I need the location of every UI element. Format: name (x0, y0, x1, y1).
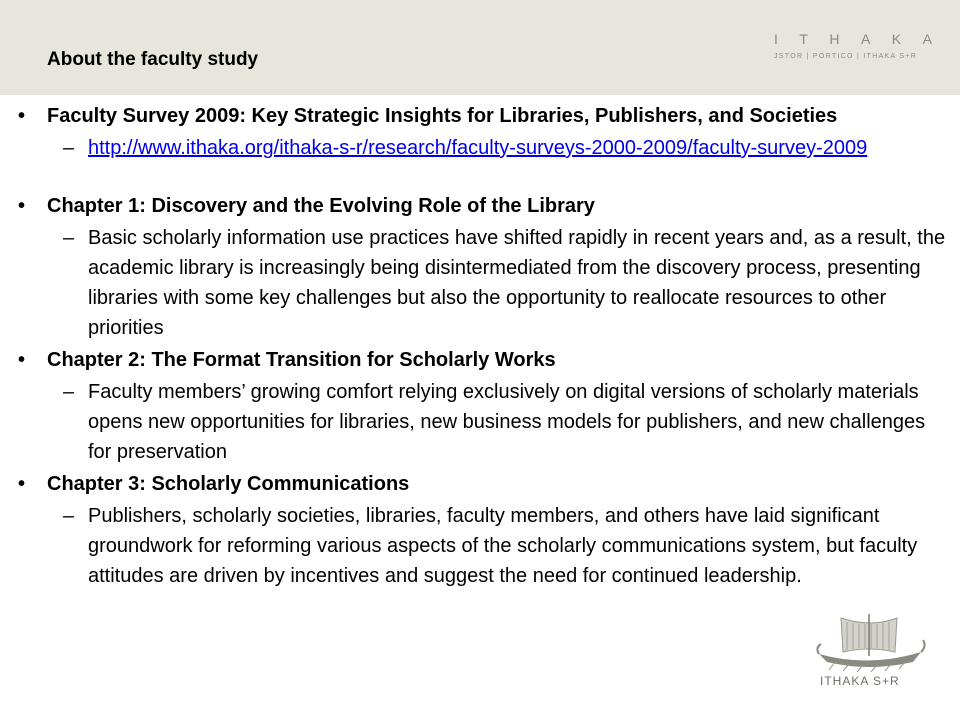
sub-item (0, 133, 960, 163)
dash-icon: – (63, 137, 75, 159)
bullet-icon: • (18, 349, 26, 371)
item-heading: Chapter 1: Discovery and the Evolving Role of the Library (47, 195, 595, 217)
list-item (0, 469, 960, 591)
ithaka-logo (774, 31, 932, 47)
bullet-icon: • (18, 105, 26, 127)
sub-item (0, 501, 960, 591)
list-item (0, 191, 960, 343)
bullet-icon: • (18, 473, 26, 495)
bullet-list (0, 101, 960, 591)
header-band (0, 0, 960, 95)
bullet-icon: • (18, 195, 26, 217)
dash-icon: – (63, 381, 75, 403)
logo-letter: A (922, 31, 932, 47)
ithaka-sr-caption: ITHAKA S+R (820, 674, 900, 688)
logo-subtitle: JSTOR | PORTICO | ITHAKA S+R (774, 53, 918, 60)
logo-letter: H (829, 31, 840, 47)
list-item (0, 101, 960, 163)
logo-letter: T (799, 31, 808, 47)
sub-item (0, 223, 960, 343)
dash-icon: – (63, 227, 75, 249)
page-title: About the faculty study (47, 49, 259, 70)
item-description: Publishers, scholarly societies, libraries, faculty members, and others have laid significant groundwork for reforming various aspects of the scholarly communications system, but faculty attitudes are driven by incentives and suggest the need for continued leadership. (88, 505, 918, 587)
dash-icon: – (63, 505, 75, 527)
logo-letter: K (891, 31, 902, 47)
item-heading: Chapter 2: The Format Transition for Scholarly Works (47, 349, 556, 371)
item-description: Faculty members’ growing comfort relying exclusively on digital versions of scholarly materials opens new opportunities for libraries, new business models for publishers, and new challenges for preservation (88, 381, 926, 463)
sub-item (0, 377, 960, 467)
list-item (0, 345, 960, 467)
logo-letter: I (774, 31, 778, 47)
survey-link[interactable]: http://www.ithaka.org/ithaka-s-r/research/faculty-surveys-2000-2009/faculty-survey-2009 (88, 137, 868, 159)
ship-icon (813, 612, 929, 672)
item-heading: Chapter 3: Scholarly Communications (47, 473, 410, 495)
item-heading: Faculty Survey 2009: Key Strategic Insights for Libraries, Publishers, and Societies (47, 105, 838, 127)
item-description: Basic scholarly information use practices have shifted rapidly in recent years and, as a result, the academic library is increasingly being disintermediated from the discovery process, presenting libraries with some key challenges but also the opportunity to reallocate resources to other priorities (88, 227, 946, 339)
logo-letter: A (860, 31, 871, 47)
